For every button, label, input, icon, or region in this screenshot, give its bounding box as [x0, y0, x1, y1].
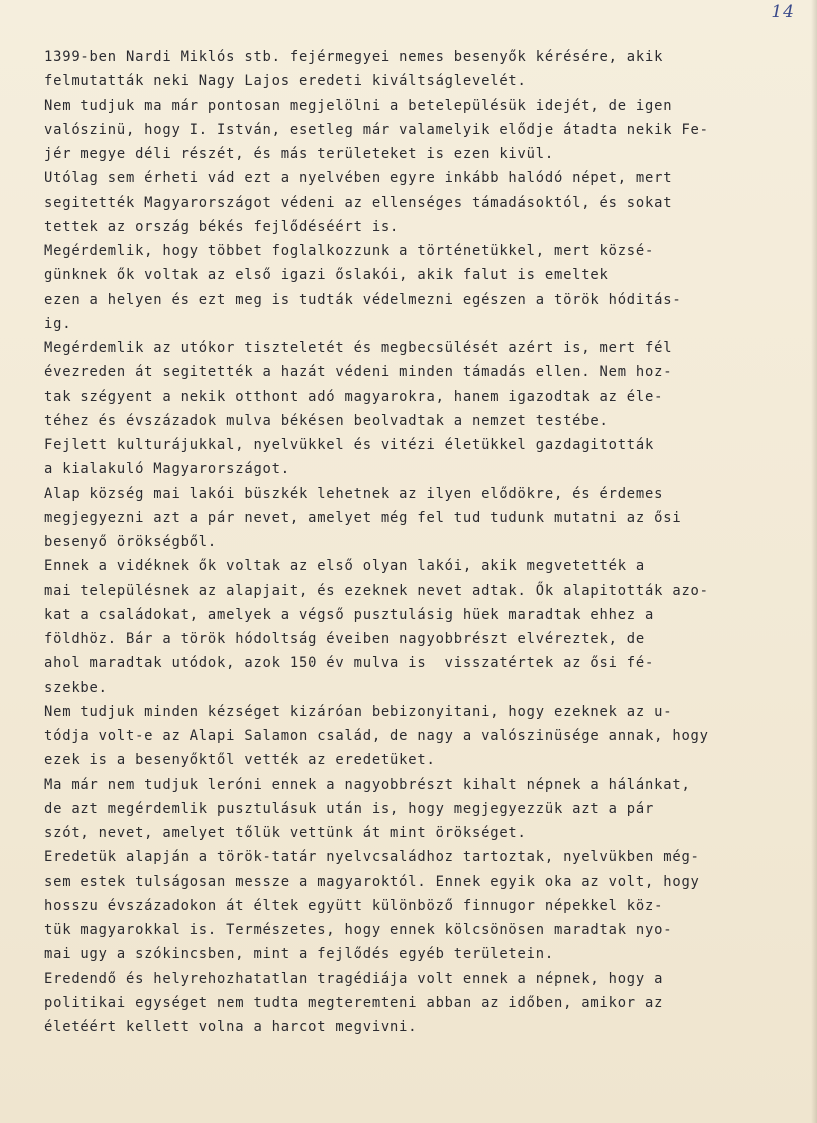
- text-line: életéért kellett volna a harcot megvivni.: [44, 1019, 418, 1035]
- text-line: mai településnek az alapjait, és ezeknek nevet adtak. Ők alapitották azo-: [44, 582, 709, 599]
- text-line: tettek az ország békés fejlődéséért is.: [44, 218, 400, 235]
- text-line: jér megye déli részét, és más területeket is ezen kivül.: [44, 146, 554, 162]
- text-line: segitették Magyarországot védeni az ellenséges támadásoktól, és sokat: [44, 194, 673, 211]
- text-line: kat a családokat, amelyek a végső pusztulásig hüek maradtak ehhez a: [44, 606, 655, 623]
- text-line: ig.: [44, 315, 72, 332]
- text-line: földhöz. Bár a török hódoltság éveiben nagyobbrészt elvéreztek, de: [44, 631, 646, 647]
- text-line: szekbe.: [44, 679, 108, 696]
- text-line: szót, nevet, amelyet tőlük vettünk át mint örökséget.: [44, 825, 527, 841]
- page-edge-shadow: [811, 0, 817, 1123]
- text-line: Fejlett kulturájukkal, nyelvükkel és vitézi életükkel gazdagitották: [44, 437, 655, 453]
- text-line: Eredendő és helyrehozhatatlan tragédiája volt ennek a népnek, hogy a: [44, 970, 664, 987]
- text-line: mai ugy a szókincsben, mint a fejlődés egyéb területein.: [44, 946, 554, 963]
- text-line: Ennek a vidéknek ők voltak az első olyan lakói, akik megvetették a: [44, 558, 646, 575]
- typewritten-text: [44, 45, 774, 1039]
- text-line: tük magyarokkal is. Természetes, hogy ennek kölcsönösen maradtak nyo-: [44, 922, 673, 938]
- text-line: felmutatták neki Nagy Lajos eredeti kiváltságlevelét.: [44, 73, 527, 90]
- text-line: a kialakuló Magyarországot.: [44, 461, 290, 478]
- text-line: Megérdemlik az utókor tiszteletét és megbecsülését azért is, mert fél: [44, 340, 673, 356]
- text-line: megjegyezni azt a pár nevet, amelyet még fel tud tudunk mutatni az ősi: [44, 509, 682, 526]
- text-line: tódja volt-e az Alapi Salamon család, de nagy a valószinüsége annak, hogy: [44, 728, 709, 744]
- text-line: politikai egységet nem tudta megteremteni abban az időben, amikor az: [44, 994, 664, 1011]
- text-line: Alap község mai lakói büszkék lehetnek az ilyen elődökre, és érdemes: [44, 485, 664, 502]
- text-line: 1399-ben Nardi Miklós stb. fejérmegyei nemes besenyők kérésére, akik: [44, 49, 664, 65]
- text-line: ezek is a besenyőktől vették az eredetüket.: [44, 752, 436, 769]
- text-line: sem estek tulságosan messze a magyaroktól. Ennek egyik oka az volt, hogy: [44, 873, 700, 890]
- text-line: de azt megérdemlik pusztulásuk után is, hogy megjegyezzük azt a pár: [44, 800, 655, 817]
- text-line: valószinü, hogy I. István, esetleg már valamelyik elődje átadta nekik Fe-: [44, 121, 709, 138]
- text-line: besenyő örökségből.: [44, 534, 218, 550]
- text-line: tak szégyent a nekik otthont adó magyarokra, hanem igazodtak az éle-: [44, 388, 664, 405]
- text-line: Ma már nem tudjuk leróni ennek a nagyobbrészt kihalt népnek a hálánkat,: [44, 776, 691, 793]
- text-line: Nem tudjuk ma már pontosan megjelölni a betelepülésük idejét, de igen: [44, 97, 673, 114]
- page-number: 14: [771, 2, 795, 22]
- text-line: Megérdemlik, hogy többet foglalkozzunk a történetükkel, mert közsé-: [44, 243, 655, 259]
- text-line: ahol maradtak utódok, azok 150 év mulva is visszatértek az ősi fé-: [44, 655, 655, 672]
- text-line: hosszu évszázadokon át éltek együtt különböző finnugor népekkel köz-: [44, 897, 664, 914]
- text-line: Nem tudjuk minden kézséget kizáróan bebizonyitani, hogy ezeknek az u-: [44, 703, 673, 720]
- text-line: évezreden át segitették a hazát védeni minden támadás ellen. Nem hoz-: [44, 364, 673, 381]
- text-line: téhez és évszázadok mulva békésen beolvadtak a nemzet testébe.: [44, 412, 609, 429]
- text-line: günknek ők voltak az első igazi őslakói, akik falut is emeltek: [44, 267, 609, 284]
- text-line: Utólag sem érheti vád ezt a nyelvében egyre inkább halódó népet, mert: [44, 170, 673, 187]
- text-line: Eredetük alapján a török-tatár nyelvcsaládhoz tartoztak, nyelvükben még-: [44, 849, 700, 866]
- text-line: ezen a helyen és ezt meg is tudták védelmezni egészen a török hóditás-: [44, 291, 682, 308]
